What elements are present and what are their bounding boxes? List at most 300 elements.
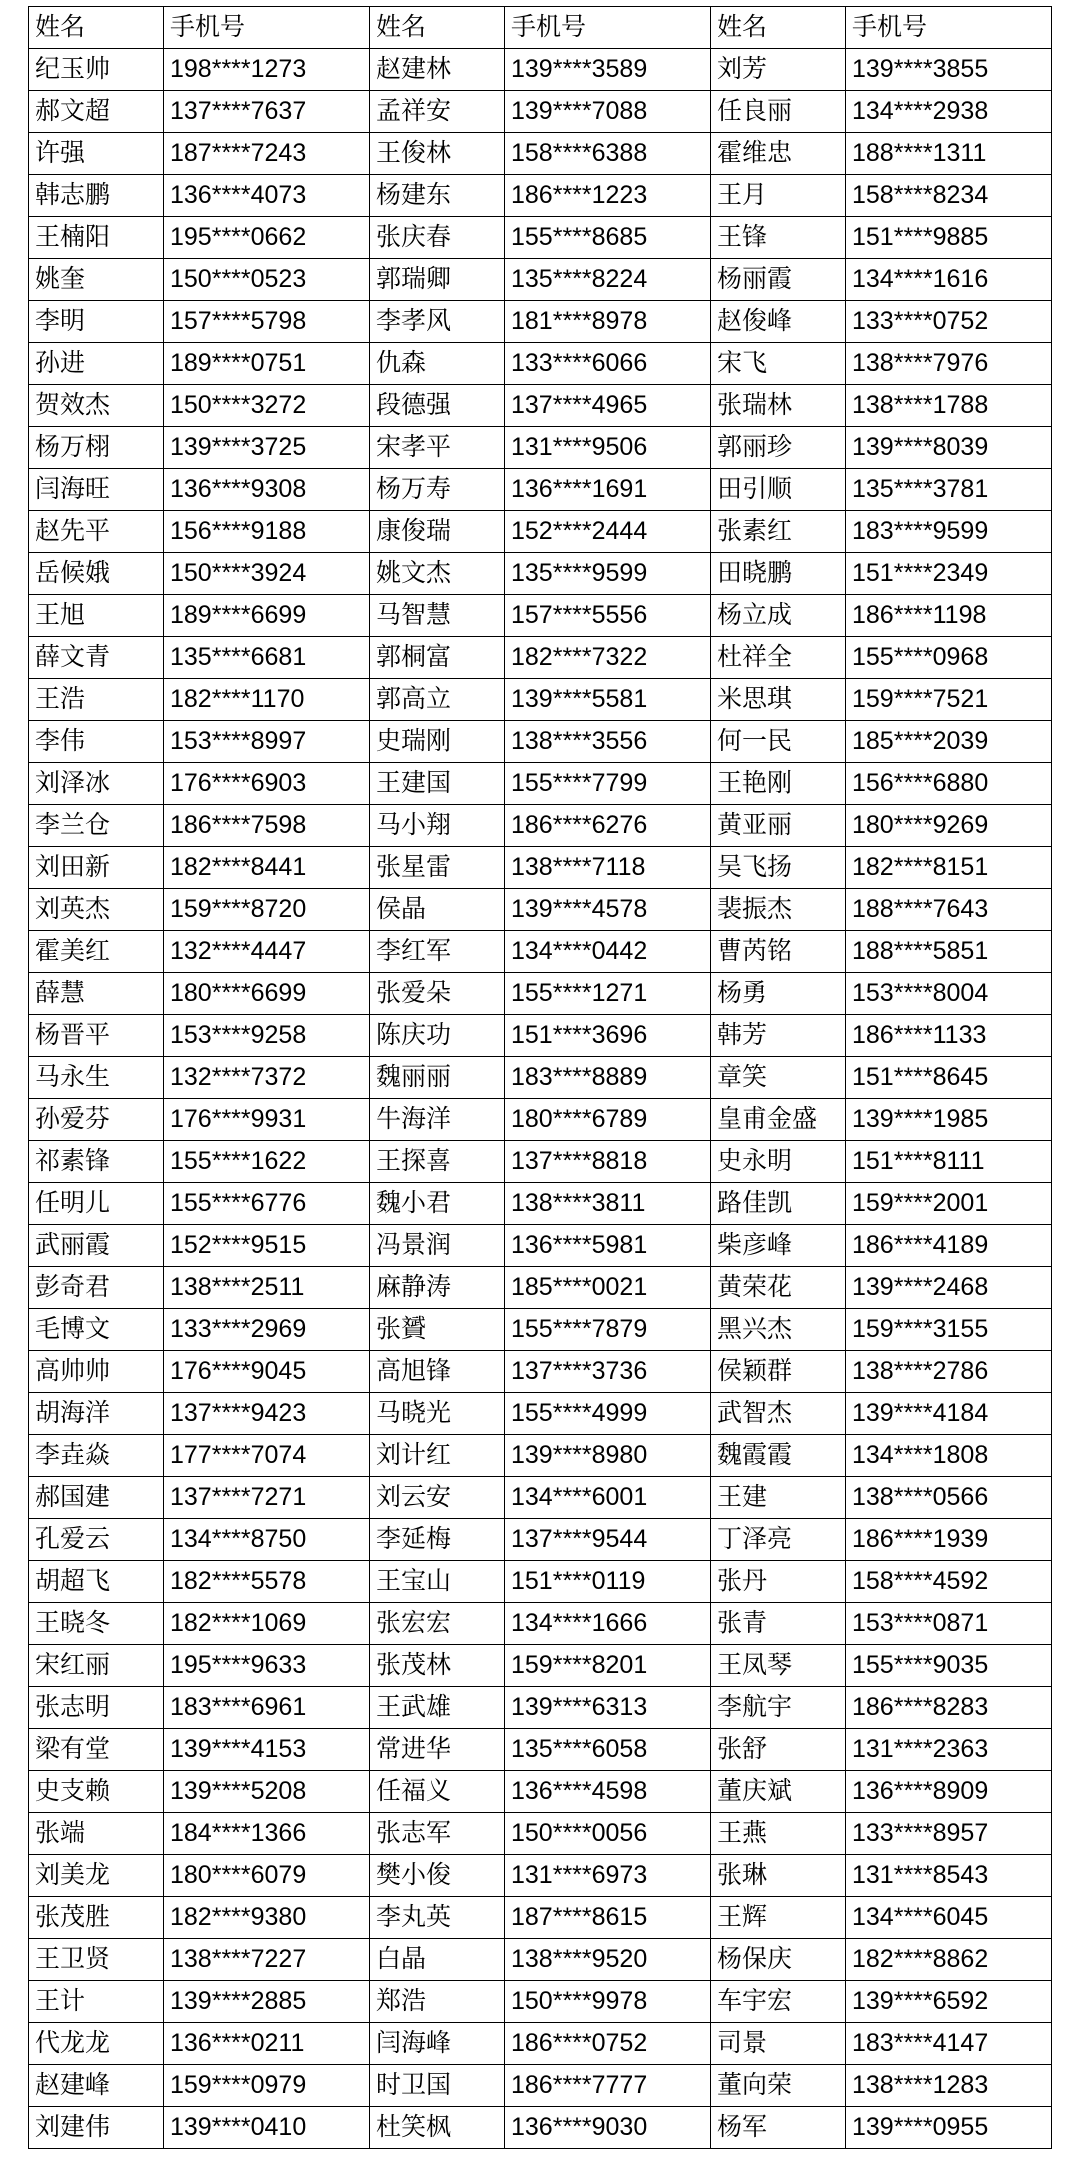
table-header-row <box>29 7 1052 49</box>
cell-name: 王凤琴 <box>711 1645 846 1687</box>
table-row <box>29 1981 1052 2023</box>
cell-phone: 138****0566 <box>846 1477 1052 1519</box>
table-row <box>29 2065 1052 2107</box>
cell-name: 史支赖 <box>29 1771 164 1813</box>
cell-name: 陈庆功 <box>370 1015 505 1057</box>
cell-phone: 186****6276 <box>505 805 711 847</box>
cell-phone: 138****9520 <box>505 1939 711 1981</box>
table-row <box>29 1477 1052 1519</box>
cell-name: 董向荣 <box>711 2065 846 2107</box>
cell-name: 霍维忠 <box>711 133 846 175</box>
cell-phone: 186****7777 <box>505 2065 711 2107</box>
cell-phone: 137****7637 <box>164 91 370 133</box>
cell-name: 杜祥全 <box>711 637 846 679</box>
cell-name: 祁素锋 <box>29 1141 164 1183</box>
cell-name: 魏小君 <box>370 1183 505 1225</box>
cell-phone: 150****9978 <box>505 1981 711 2023</box>
cell-phone: 187****7243 <box>164 133 370 175</box>
cell-phone: 139****3855 <box>846 49 1052 91</box>
cell-name: 李丸英 <box>370 1897 505 1939</box>
cell-name: 王辉 <box>711 1897 846 1939</box>
cell-phone: 180****9269 <box>846 805 1052 847</box>
cell-name: 王旭 <box>29 595 164 637</box>
cell-phone: 136****9030 <box>505 2107 711 2149</box>
cell-phone: 186****1133 <box>846 1015 1052 1057</box>
cell-phone: 180****6789 <box>505 1099 711 1141</box>
cell-name: 康俊瑞 <box>370 511 505 553</box>
cell-phone: 133****8957 <box>846 1813 1052 1855</box>
cell-name: 田晓鹏 <box>711 553 846 595</box>
cell-name: 张庆春 <box>370 217 505 259</box>
table-row <box>29 133 1052 175</box>
cell-phone: 131****8543 <box>846 1855 1052 1897</box>
table-row <box>29 1519 1052 1561</box>
table-row <box>29 49 1052 91</box>
table-header <box>29 7 1052 49</box>
table-row <box>29 1141 1052 1183</box>
table-row <box>29 889 1052 931</box>
cell-phone: 153****0871 <box>846 1603 1052 1645</box>
column-header-name-3: 姓名 <box>711 7 846 49</box>
cell-phone: 159****8720 <box>164 889 370 931</box>
cell-phone: 177****7074 <box>164 1435 370 1477</box>
cell-name: 刘芳 <box>711 49 846 91</box>
cell-name: 李航宇 <box>711 1687 846 1729</box>
cell-name: 许强 <box>29 133 164 175</box>
cell-phone: 182****1069 <box>164 1603 370 1645</box>
cell-phone: 133****6066 <box>505 343 711 385</box>
cell-phone: 183****6961 <box>164 1687 370 1729</box>
cell-name: 赵先平 <box>29 511 164 553</box>
table-row <box>29 763 1052 805</box>
cell-phone: 139****8039 <box>846 427 1052 469</box>
table-row <box>29 553 1052 595</box>
cell-phone: 182****9380 <box>164 1897 370 1939</box>
cell-phone: 139****0955 <box>846 2107 1052 2149</box>
cell-phone: 183****9599 <box>846 511 1052 553</box>
cell-name: 刘英杰 <box>29 889 164 931</box>
cell-name: 杨军 <box>711 2107 846 2149</box>
cell-name: 刘建伟 <box>29 2107 164 2149</box>
cell-name: 王计 <box>29 1981 164 2023</box>
cell-name: 段德强 <box>370 385 505 427</box>
cell-phone: 186****1939 <box>846 1519 1052 1561</box>
cell-phone: 156****6880 <box>846 763 1052 805</box>
cell-name: 高旭锋 <box>370 1351 505 1393</box>
cell-name: 侯晶 <box>370 889 505 931</box>
cell-name: 郝文超 <box>29 91 164 133</box>
cell-phone: 138****2511 <box>164 1267 370 1309</box>
cell-phone: 159****0979 <box>164 2065 370 2107</box>
cell-name: 张星雷 <box>370 847 505 889</box>
cell-name: 杨万寿 <box>370 469 505 511</box>
table-row <box>29 427 1052 469</box>
cell-name: 孔爱云 <box>29 1519 164 1561</box>
cell-name: 赵俊峰 <box>711 301 846 343</box>
cell-phone: 138****3556 <box>505 721 711 763</box>
cell-name: 李红军 <box>370 931 505 973</box>
cell-phone: 139****4578 <box>505 889 711 931</box>
cell-name: 魏丽丽 <box>370 1057 505 1099</box>
cell-name: 王探喜 <box>370 1141 505 1183</box>
cell-name: 仇森 <box>370 343 505 385</box>
cell-name: 杨立成 <box>711 595 846 637</box>
cell-phone: 182****8862 <box>846 1939 1052 1981</box>
cell-name: 王锋 <box>711 217 846 259</box>
cell-name: 郑浩 <box>370 1981 505 2023</box>
cell-name: 李延梅 <box>370 1519 505 1561</box>
cell-name: 王建 <box>711 1477 846 1519</box>
table-row <box>29 847 1052 889</box>
cell-phone: 139****3725 <box>164 427 370 469</box>
cell-name: 王楠阳 <box>29 217 164 259</box>
cell-name: 宋飞 <box>711 343 846 385</box>
cell-name: 杨万栩 <box>29 427 164 469</box>
cell-phone: 176****9931 <box>164 1099 370 1141</box>
table-row <box>29 1225 1052 1267</box>
table-row <box>29 1099 1052 1141</box>
cell-name: 任明儿 <box>29 1183 164 1225</box>
cell-phone: 159****3155 <box>846 1309 1052 1351</box>
cell-phone: 139****1985 <box>846 1099 1052 1141</box>
cell-phone: 151****3696 <box>505 1015 711 1057</box>
cell-name: 纪玉帅 <box>29 49 164 91</box>
cell-name: 丁泽亮 <box>711 1519 846 1561</box>
cell-name: 张端 <box>29 1813 164 1855</box>
column-header-phone-2: 手机号 <box>505 7 711 49</box>
cell-name: 赵建峰 <box>29 2065 164 2107</box>
cell-name: 何一民 <box>711 721 846 763</box>
cell-phone: 195****0662 <box>164 217 370 259</box>
cell-name: 薛文青 <box>29 637 164 679</box>
cell-name: 毛博文 <box>29 1309 164 1351</box>
cell-name: 张丹 <box>711 1561 846 1603</box>
cell-phone: 139****5581 <box>505 679 711 721</box>
cell-phone: 198****1273 <box>164 49 370 91</box>
cell-phone: 186****0752 <box>505 2023 711 2065</box>
cell-phone: 135****9599 <box>505 553 711 595</box>
cell-phone: 139****4153 <box>164 1729 370 1771</box>
cell-phone: 132****7372 <box>164 1057 370 1099</box>
cell-phone: 138****1283 <box>846 2065 1052 2107</box>
cell-name: 曹芮铭 <box>711 931 846 973</box>
cell-name: 姚奎 <box>29 259 164 301</box>
cell-name: 牛海洋 <box>370 1099 505 1141</box>
cell-phone: 151****2349 <box>846 553 1052 595</box>
table-row <box>29 1267 1052 1309</box>
table-row <box>29 1897 1052 1939</box>
cell-name: 孙爱芬 <box>29 1099 164 1141</box>
column-header-name-2: 姓名 <box>370 7 505 49</box>
cell-name: 王燕 <box>711 1813 846 1855</box>
cell-name: 赵建林 <box>370 49 505 91</box>
cell-name: 任福义 <box>370 1771 505 1813</box>
table-row <box>29 1645 1052 1687</box>
cell-phone: 155****7799 <box>505 763 711 805</box>
cell-name: 郭高立 <box>370 679 505 721</box>
column-header-phone-3: 手机号 <box>846 7 1052 49</box>
cell-name: 刘计红 <box>370 1435 505 1477</box>
table-row <box>29 91 1052 133</box>
cell-phone: 155****6776 <box>164 1183 370 1225</box>
cell-phone: 136****4598 <box>505 1771 711 1813</box>
table-row <box>29 385 1052 427</box>
cell-name: 麻静涛 <box>370 1267 505 1309</box>
cell-phone: 158****4592 <box>846 1561 1052 1603</box>
cell-name: 王建国 <box>370 763 505 805</box>
cell-phone: 176****9045 <box>164 1351 370 1393</box>
cell-name: 李伟 <box>29 721 164 763</box>
table-row <box>29 721 1052 763</box>
cell-phone: 186****1223 <box>505 175 711 217</box>
table-row <box>29 1057 1052 1099</box>
cell-name: 樊小俊 <box>370 1855 505 1897</box>
table-row <box>29 1771 1052 1813</box>
cell-name: 李明 <box>29 301 164 343</box>
cell-name: 刘云安 <box>370 1477 505 1519</box>
cell-phone: 153****8997 <box>164 721 370 763</box>
cell-phone: 135****3781 <box>846 469 1052 511</box>
column-header-name-1: 姓名 <box>29 7 164 49</box>
cell-phone: 151****0119 <box>505 1561 711 1603</box>
cell-phone: 155****1622 <box>164 1141 370 1183</box>
cell-phone: 135****6058 <box>505 1729 711 1771</box>
cell-name: 胡超飞 <box>29 1561 164 1603</box>
cell-name: 杨保庆 <box>711 1939 846 1981</box>
cell-phone: 138****7976 <box>846 343 1052 385</box>
cell-phone: 135****6681 <box>164 637 370 679</box>
table-row <box>29 637 1052 679</box>
table-row <box>29 595 1052 637</box>
cell-phone: 156****9188 <box>164 511 370 553</box>
cell-phone: 183****4147 <box>846 2023 1052 2065</box>
cell-phone: 157****5798 <box>164 301 370 343</box>
cell-name: 杨勇 <box>711 973 846 1015</box>
cell-phone: 138****1788 <box>846 385 1052 427</box>
cell-phone: 151****9885 <box>846 217 1052 259</box>
cell-phone: 132****4447 <box>164 931 370 973</box>
cell-name: 胡海洋 <box>29 1393 164 1435</box>
cell-name: 张宏宏 <box>370 1603 505 1645</box>
cell-name: 王月 <box>711 175 846 217</box>
contact-roster-table <box>28 6 1052 2149</box>
table-body <box>29 49 1052 2149</box>
cell-phone: 139****3589 <box>505 49 711 91</box>
cell-phone: 151****8111 <box>846 1141 1052 1183</box>
table-row <box>29 1183 1052 1225</box>
table-row <box>29 259 1052 301</box>
cell-name: 黑兴杰 <box>711 1309 846 1351</box>
cell-phone: 137****9544 <box>505 1519 711 1561</box>
table-row <box>29 805 1052 847</box>
cell-name: 张贇 <box>370 1309 505 1351</box>
cell-phone: 134****6001 <box>505 1477 711 1519</box>
cell-phone: 139****8980 <box>505 1435 711 1477</box>
cell-phone: 182****7322 <box>505 637 711 679</box>
cell-phone: 139****7088 <box>505 91 711 133</box>
cell-phone: 159****7521 <box>846 679 1052 721</box>
cell-name: 冯景润 <box>370 1225 505 1267</box>
cell-name: 张志明 <box>29 1687 164 1729</box>
cell-name: 张瑞林 <box>711 385 846 427</box>
column-header-phone-1: 手机号 <box>164 7 370 49</box>
cell-name: 张茂林 <box>370 1645 505 1687</box>
cell-name: 张青 <box>711 1603 846 1645</box>
table-row <box>29 175 1052 217</box>
cell-name: 车宇宏 <box>711 1981 846 2023</box>
cell-phone: 186****1198 <box>846 595 1052 637</box>
cell-name: 史永明 <box>711 1141 846 1183</box>
cell-name: 王卫贤 <box>29 1939 164 1981</box>
cell-phone: 152****2444 <box>505 511 711 553</box>
cell-name: 刘泽冰 <box>29 763 164 805</box>
cell-phone: 138****7227 <box>164 1939 370 1981</box>
cell-phone: 134****1808 <box>846 1435 1052 1477</box>
cell-phone: 133****0752 <box>846 301 1052 343</box>
table-row <box>29 469 1052 511</box>
cell-name: 韩芳 <box>711 1015 846 1057</box>
cell-name: 米思琪 <box>711 679 846 721</box>
cell-phone: 159****2001 <box>846 1183 1052 1225</box>
cell-name: 黄荣花 <box>711 1267 846 1309</box>
cell-name: 魏霞霞 <box>711 1435 846 1477</box>
cell-name: 姚文杰 <box>370 553 505 595</box>
cell-name: 闫海峰 <box>370 2023 505 2065</box>
cell-phone: 135****8224 <box>505 259 711 301</box>
cell-name: 杨建东 <box>370 175 505 217</box>
cell-phone: 185****2039 <box>846 721 1052 763</box>
cell-name: 闫海旺 <box>29 469 164 511</box>
cell-name: 王俊林 <box>370 133 505 175</box>
table-row <box>29 1561 1052 1603</box>
cell-phone: 186****4189 <box>846 1225 1052 1267</box>
cell-phone: 182****5578 <box>164 1561 370 1603</box>
table-row <box>29 1435 1052 1477</box>
cell-name: 高帅帅 <box>29 1351 164 1393</box>
cell-phone: 134****2938 <box>846 91 1052 133</box>
cell-phone: 137****7271 <box>164 1477 370 1519</box>
table-row <box>29 301 1052 343</box>
cell-phone: 150****3272 <box>164 385 370 427</box>
cell-name: 马永生 <box>29 1057 164 1099</box>
cell-phone: 136****8909 <box>846 1771 1052 1813</box>
cell-phone: 182****1170 <box>164 679 370 721</box>
cell-name: 黄亚丽 <box>711 805 846 847</box>
cell-phone: 134****0442 <box>505 931 711 973</box>
cell-name: 张志军 <box>370 1813 505 1855</box>
cell-name: 时卫国 <box>370 2065 505 2107</box>
cell-phone: 136****0211 <box>164 2023 370 2065</box>
cell-phone: 150****0056 <box>505 1813 711 1855</box>
table-row <box>29 973 1052 1015</box>
cell-name: 马智慧 <box>370 595 505 637</box>
cell-name: 孙进 <box>29 343 164 385</box>
cell-phone: 158****6388 <box>505 133 711 175</box>
cell-phone: 131****6973 <box>505 1855 711 1897</box>
cell-name: 郝国建 <box>29 1477 164 1519</box>
cell-phone: 187****8615 <box>505 1897 711 1939</box>
cell-name: 杨丽霞 <box>711 259 846 301</box>
cell-name: 张舒 <box>711 1729 846 1771</box>
table-row <box>29 679 1052 721</box>
cell-phone: 150****0523 <box>164 259 370 301</box>
cell-phone: 138****2786 <box>846 1351 1052 1393</box>
cell-phone: 155****0968 <box>846 637 1052 679</box>
cell-phone: 136****5981 <box>505 1225 711 1267</box>
cell-phone: 188****5851 <box>846 931 1052 973</box>
cell-name: 白晶 <box>370 1939 505 1981</box>
cell-name: 薛慧 <box>29 973 164 1015</box>
cell-name: 田引顺 <box>711 469 846 511</box>
cell-phone: 184****1366 <box>164 1813 370 1855</box>
table-row <box>29 217 1052 259</box>
cell-name: 武丽霞 <box>29 1225 164 1267</box>
cell-phone: 158****8234 <box>846 175 1052 217</box>
cell-name: 司景 <box>711 2023 846 2065</box>
table-row <box>29 1309 1052 1351</box>
cell-phone: 155****1271 <box>505 973 711 1015</box>
cell-name: 刘美龙 <box>29 1855 164 1897</box>
cell-phone: 139****2468 <box>846 1267 1052 1309</box>
table-row <box>29 1393 1052 1435</box>
cell-phone: 152****9515 <box>164 1225 370 1267</box>
cell-phone: 136****1691 <box>505 469 711 511</box>
cell-phone: 159****8201 <box>505 1645 711 1687</box>
table-row <box>29 1855 1052 1897</box>
cell-name: 彭奇君 <box>29 1267 164 1309</box>
cell-name: 董庆斌 <box>711 1771 846 1813</box>
cell-name: 梁有堂 <box>29 1729 164 1771</box>
cell-name: 李垚焱 <box>29 1435 164 1477</box>
cell-name: 韩志鹏 <box>29 175 164 217</box>
cell-name: 王宝山 <box>370 1561 505 1603</box>
cell-name: 武智杰 <box>711 1393 846 1435</box>
cell-phone: 180****6079 <box>164 1855 370 1897</box>
cell-name: 张琳 <box>711 1855 846 1897</box>
cell-phone: 131****2363 <box>846 1729 1052 1771</box>
table-row <box>29 2107 1052 2149</box>
cell-phone: 138****7118 <box>505 847 711 889</box>
cell-name: 马小翔 <box>370 805 505 847</box>
cell-phone: 134****6045 <box>846 1897 1052 1939</box>
cell-name: 马晓光 <box>370 1393 505 1435</box>
table-row <box>29 1603 1052 1645</box>
cell-phone: 188****1311 <box>846 133 1052 175</box>
cell-name: 吴飞扬 <box>711 847 846 889</box>
table-row <box>29 343 1052 385</box>
cell-name: 岳候娥 <box>29 553 164 595</box>
cell-phone: 182****8151 <box>846 847 1052 889</box>
cell-name: 章笑 <box>711 1057 846 1099</box>
cell-phone: 155****9035 <box>846 1645 1052 1687</box>
cell-phone: 181****8978 <box>505 301 711 343</box>
cell-name: 杜笑枫 <box>370 2107 505 2149</box>
cell-phone: 186****8283 <box>846 1687 1052 1729</box>
cell-phone: 137****9423 <box>164 1393 370 1435</box>
cell-name: 霍美红 <box>29 931 164 973</box>
cell-phone: 139****4184 <box>846 1393 1052 1435</box>
cell-phone: 153****8004 <box>846 973 1052 1015</box>
cell-phone: 136****4073 <box>164 175 370 217</box>
cell-phone: 155****7879 <box>505 1309 711 1351</box>
cell-phone: 189****6699 <box>164 595 370 637</box>
cell-phone: 139****0410 <box>164 2107 370 2149</box>
cell-phone: 134****8750 <box>164 1519 370 1561</box>
cell-phone: 183****8889 <box>505 1057 711 1099</box>
cell-phone: 188****7643 <box>846 889 1052 931</box>
cell-name: 杨晋平 <box>29 1015 164 1057</box>
cell-phone: 139****6592 <box>846 1981 1052 2023</box>
